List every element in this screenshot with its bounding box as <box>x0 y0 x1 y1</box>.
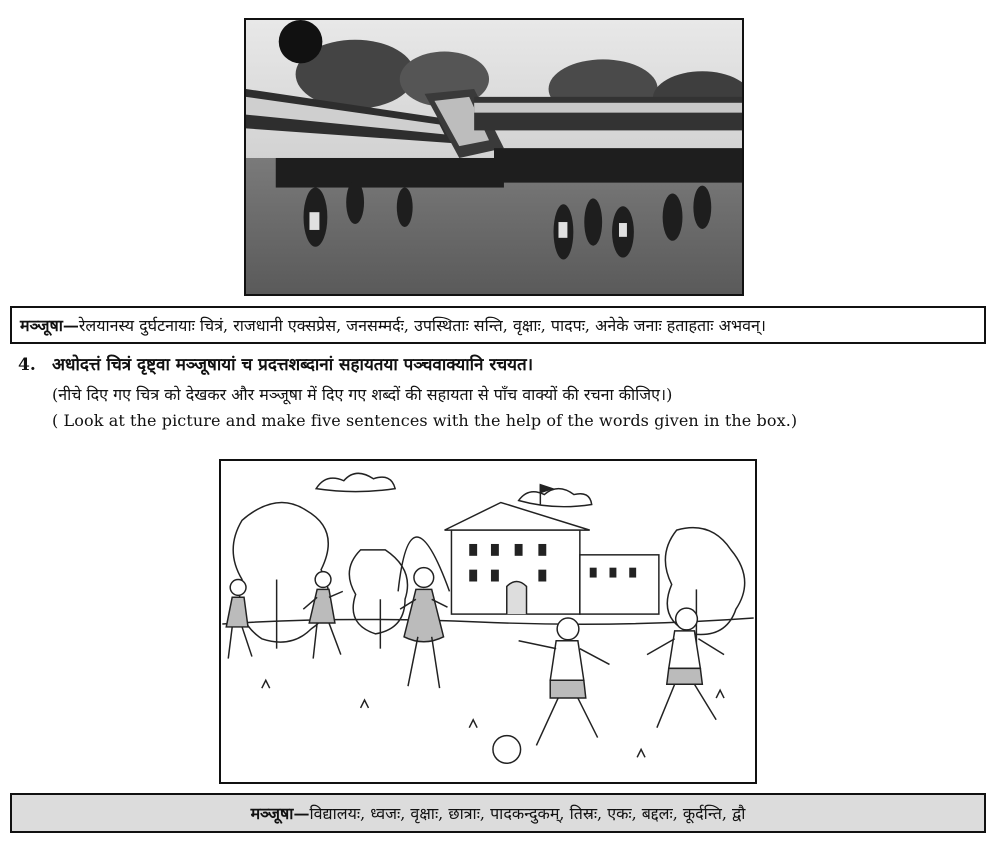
football-boy <box>519 618 610 745</box>
question-english: ( Look at the picture and make five sentences with the help of the words given in the box.) <box>52 411 798 430</box>
word-box-1 <box>10 306 986 344</box>
question-4 <box>18 352 533 375</box>
skipping-girl <box>398 537 449 688</box>
word-box-2-label: मञ्जूषा— <box>250 804 310 823</box>
train-accident-image <box>246 20 742 294</box>
word-box-2 <box>10 793 986 833</box>
word-box-2-words: विद्यालयः, ध्वजः, वृक्षाः, छात्राः, पादकन्दुकम्, तिस्रः, एकः, बद्दलः, कूर्दन्ति, द्वौ <box>309 804 746 823</box>
question-hindi: (नीचे दिए गए चित्र को देखकर और मञ्जूषा में दिए गए शब्दों की सहायता से पाँच वाक्यों की रचना कीजिए।) <box>52 385 673 404</box>
train-accident-photo <box>244 18 744 296</box>
question-sanskrit: अधोदत्तं चित्रं दृष्ट्वा मञ्जूषायां च प्रदत्तशब्दानां सहायतया पञ्चवाक्यानि रचयत। <box>52 355 534 375</box>
word-box-1-words: रेलयानस्य दुर्घटनायाः चित्रं, राजधानी एक्सप्रेस, जनसम्मर्दः, उपस्थिताः सन्ति, वृक्षाः, पादपः, अनेके जनाः हताहताः अभवन्। <box>78 316 766 335</box>
school-playground-image <box>221 461 755 782</box>
football <box>493 736 521 764</box>
question-number: 4. <box>18 355 36 375</box>
word-box-1-label: मञ्जूषा— <box>20 316 79 335</box>
school-playground-drawing <box>219 459 757 784</box>
